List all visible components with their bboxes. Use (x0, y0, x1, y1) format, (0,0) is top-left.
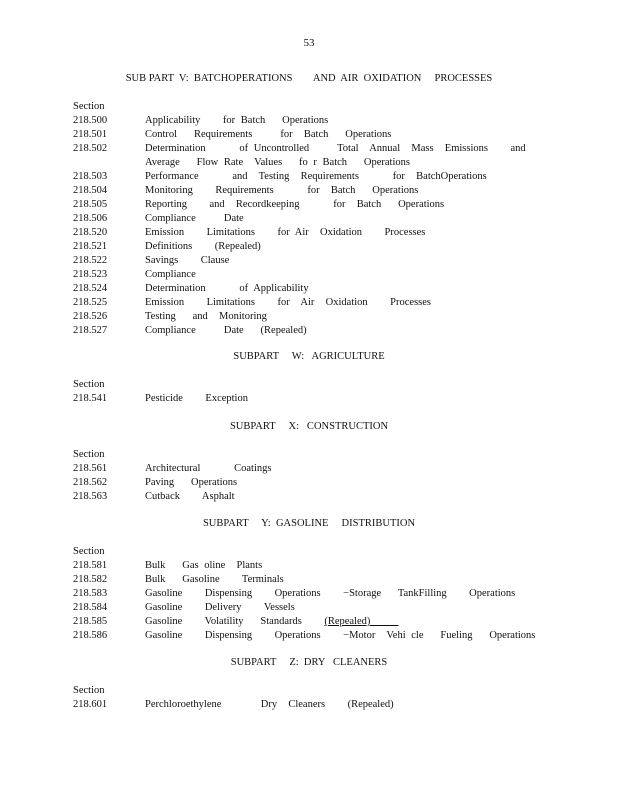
section-number: 218.502 (73, 143, 108, 154)
section-title: Architectural Coatings (145, 463, 272, 474)
repealed-underlined: (Repealed) (324, 616, 399, 627)
section-title: Compliance Date (145, 213, 244, 224)
subpart-w-list (73, 392, 543, 406)
subpart-w-heading: SUBPART W: AGRICULTURE (233, 351, 385, 362)
section-title (145, 615, 543, 629)
section-number: 218.521 (73, 241, 108, 252)
section-number: 218.503 (73, 171, 108, 182)
subpart-v-heading: SUB PART V: BATCHOPERATIONS AND AIR OXIDATION PROCESSES (125, 73, 493, 84)
section-label: Section (73, 546, 105, 557)
section-label: Section (73, 101, 105, 112)
section-number: 218.525 (73, 297, 108, 308)
section-number: 218.504 (73, 185, 108, 196)
section-number: 218.582 (73, 574, 108, 585)
list-item (73, 629, 543, 643)
list-item (73, 324, 543, 338)
list-item (73, 268, 543, 282)
section-title: Cutback Asphalt (145, 491, 235, 502)
list-item (73, 392, 543, 406)
section-number: 218.561 (73, 463, 108, 474)
list-item (73, 601, 543, 615)
section-title: Compliance (145, 269, 196, 280)
section-number: 218.500 (73, 115, 108, 126)
list-item (73, 615, 543, 629)
section-title: Determination of Uncontrolled Total Annual Mass Emissions and Average Flow Rate Values fo r Batch Operations (145, 143, 531, 168)
section-title: Reporting and Recordkeeping for Batch Operations (145, 199, 445, 210)
section-title: Bulk Gasoline Terminals (145, 574, 284, 585)
section-number: 218.581 (73, 560, 108, 571)
section-number: 218.601 (73, 699, 108, 710)
page-number: 53 (303, 37, 315, 49)
section-number: 218.583 (73, 588, 108, 599)
section-title: Compliance Date (Repealed) (145, 325, 307, 336)
list-item (73, 282, 543, 296)
section-number: 218.505 (73, 199, 108, 210)
subpart-z-heading: SUBPART Z: DRY CLEANERS (230, 657, 388, 668)
section-title: Testing and Monitoring (145, 311, 267, 322)
section-title: Bulk Gas oline Plants (145, 560, 263, 571)
list-item (73, 587, 543, 601)
section-title: Definitions (Repealed) (145, 241, 261, 252)
list-item (73, 490, 543, 504)
section-title: Monitoring Requirements for Batch Operations (145, 185, 419, 196)
subpart-z-list (73, 698, 543, 712)
list-item (73, 170, 543, 184)
subpart-x-list (73, 462, 543, 504)
section-title-text: Gasoline Volatility Standards (145, 616, 325, 627)
subpart-x-heading: SUBPART X: CONSTRUCTION (229, 421, 389, 432)
list-item (73, 212, 543, 226)
list-item (73, 198, 543, 212)
section-label: Section (73, 685, 105, 696)
section-label: Section (73, 449, 105, 460)
section-title: Gasoline Dispensing Operations −Storage TankFilling Operations (145, 588, 516, 599)
section-number: 218.506 (73, 213, 108, 224)
list-item (73, 310, 543, 324)
subpart-v-list (73, 114, 543, 338)
section-number: 218.586 (73, 630, 108, 641)
list-item (73, 296, 543, 310)
list-item (73, 254, 543, 268)
section-number: 218.562 (73, 477, 108, 488)
section-title: Paving Operations (145, 477, 238, 488)
section-title: Applicability for Batch Operations (145, 115, 329, 126)
subpart-y-heading: SUBPART Y: GASOLINE DISTRIBUTION (202, 518, 416, 529)
subpart-y-list (73, 559, 543, 643)
section-title: Performance and Testing Requirements for BatchOperations (145, 171, 487, 182)
section-title: Perchloroethylene Dry Cleaners (Repealed) (145, 699, 394, 710)
list-item (73, 462, 543, 476)
section-number: 218.524 (73, 283, 108, 294)
section-number: 218.522 (73, 255, 108, 266)
section-title: Control Requirements for Batch Operations (145, 129, 392, 140)
section-number: 218.584 (73, 602, 108, 613)
section-number: 218.527 (73, 325, 108, 336)
section-number: 218.541 (73, 393, 108, 404)
list-item (73, 226, 543, 240)
section-number: 218.563 (73, 491, 108, 502)
list-item (73, 698, 543, 712)
section-title: Gasoline Dispensing Operations −Motor Vehi cle Fueling Operations (145, 630, 536, 641)
list-item (73, 128, 543, 142)
list-item (73, 559, 543, 573)
list-item (73, 476, 543, 490)
section-number: 218.520 (73, 227, 108, 238)
section-label: Section (73, 379, 105, 390)
list-item (73, 240, 543, 254)
list-item (73, 142, 543, 170)
section-title: Emission Limitations for Air Oxidation Processes (145, 297, 431, 308)
section-title: Emission Limitations for Air Oxidation Processes (145, 227, 426, 238)
section-title: Gasoline Delivery Vessels (145, 602, 295, 613)
section-number: 218.501 (73, 129, 108, 140)
list-item (73, 573, 543, 587)
list-item (73, 114, 543, 128)
section-number: 218.526 (73, 311, 108, 322)
section-title: Determination of Applicability (145, 283, 309, 294)
section-number: 218.523 (73, 269, 108, 280)
section-number: 218.585 (73, 616, 108, 627)
list-item (73, 184, 543, 198)
section-title: Pesticide Exception (145, 393, 248, 404)
section-title: Savings Clause (145, 255, 230, 266)
